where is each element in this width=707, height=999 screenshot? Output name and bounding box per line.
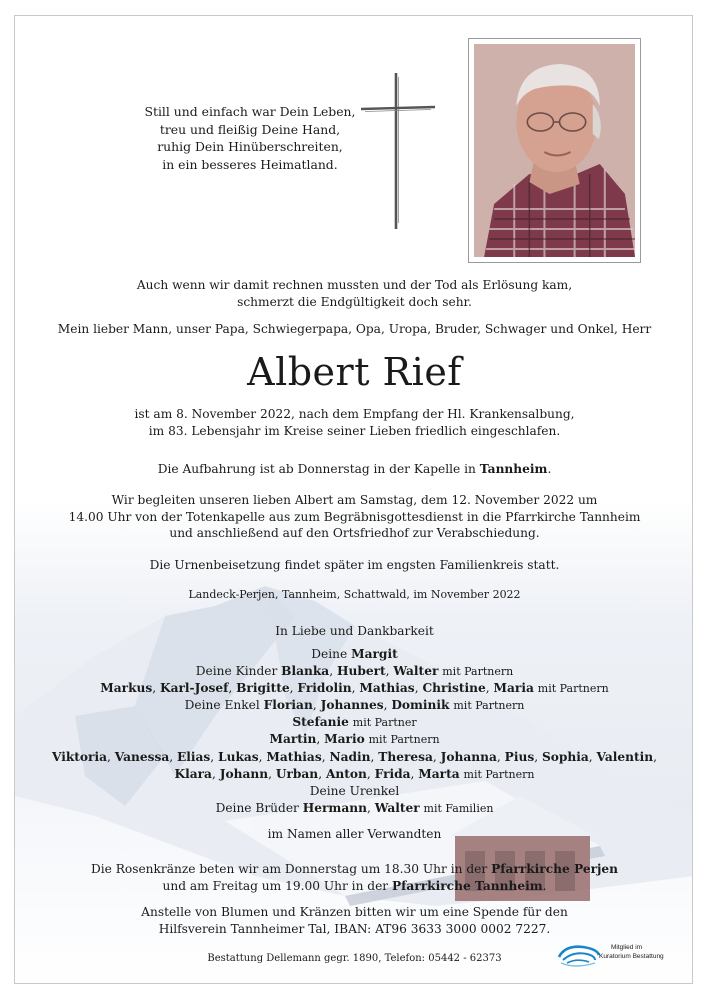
death-notice-line: im 83. Lebensjahr im Kreise seiner Lieben friedlich eingeschlafen. [148, 423, 561, 438]
funeral-notice [15, 492, 693, 542]
family-stefanie-line: Stefanie mit Partner [292, 715, 417, 730]
intro-line: Auch wenn wir damit rechnen mussten und der Tod als Erlösung kam, [136, 278, 573, 292]
family-list [15, 646, 693, 817]
family-brothers-line: Deine Brüder Hermann, Walter mit Familien [215, 800, 494, 815]
viewing-place: Tannheim [479, 462, 548, 476]
logo-line-1: Mitglied im [611, 944, 643, 951]
family-great-grandchildren-line: Deine Urenkel [309, 783, 400, 798]
verse-line: Still und einfach war Dein Leben, [144, 104, 356, 119]
kuratorium-swirl-icon [555, 941, 605, 969]
intro-text [15, 277, 693, 310]
donation-line: Hilfsverein Tannheimer Tal, IBAN: AT96 3633 3000 0002 7227. [158, 921, 551, 936]
family-children-partners-line: Markus, Karl-Josef, Brigitte, Fridolin, Mathias, Christine, Maria mit Partnern [100, 681, 609, 696]
portrait-photo [474, 44, 635, 257]
place-date: Landeck-Perjen, Tannheim, Schattwald, im November 2022 [188, 588, 521, 601]
family-wife-line: Deine Margit [311, 647, 398, 661]
viewing-notice: Die Aufbahrung ist ab Donnerstag in der Kapelle in Tannheim. [157, 462, 552, 476]
verse-line: treu und fleißig Deine Hand, [159, 121, 341, 137]
death-notice-line: ist am 8. November 2022, nach dem Empfang der Hl. Krankensalbung, [134, 407, 575, 421]
rosary-notice [15, 861, 693, 894]
rosary-line: und am Freitag um 19.00 Uhr in der Pfarrkirche Tannheim. [162, 878, 547, 893]
donation-line: Anstelle von Blumen und Kränzen bitten wir um eine Spende für den [141, 905, 568, 919]
funeral-line: Wir begleiten unseren lieben Albert am Samstag, dem 12. November 2022 um [111, 493, 598, 507]
rosary-line: Die Rosenkränze beten wir am Donnerstag um 18.30 Uhr in der Pfarrkirche Perjen [90, 862, 619, 876]
all-relatives-line: im Namen aller Verwandten [267, 827, 442, 841]
cross-icon [359, 71, 439, 231]
donation-notice [15, 904, 693, 937]
gratitude-line: In Liebe und Dankbarkeit [275, 624, 434, 638]
memorial-verse [115, 103, 385, 173]
obituary-card [14, 15, 693, 984]
logo-line-2: Kuratorium Bestattung [599, 953, 664, 960]
family-grandchildren-line-2: Viktoria, Vanessa, Elias, Lukas, Mathias, Nadin, Theresa, Johanna, Pius, Sophia, Valentin, [51, 749, 658, 764]
death-notice [15, 406, 693, 439]
funeral-line: und anschließend auf den Ortsfriedhof zur Verabschiedung. [169, 526, 540, 540]
relation-line: Mein lieber Mann, unser Papa, Schwiegerpapa, Opa, Uropa, Bruder, Schwager und Onkel, Herr [57, 322, 652, 336]
intro-line: schmerzt die Endgültigkeit doch sehr. [237, 294, 472, 309]
funeral-line: 14.00 Uhr von der Totenkapelle aus zum Begräbnisgottesdienst in die Pfarrkirche Tannheim [68, 509, 641, 524]
family-grandchildren-line-3: Klara, Johann, Urban, Anton, Frida, Marta mit Partnern [174, 766, 535, 781]
family-martin-mario-line: Martin, Mario mit Partnern [269, 732, 440, 747]
undertaker-footer: Bestattung Dellemann gegr. 1890, Telefon: 05442 - 62373 [207, 953, 502, 964]
family-grandchildren-line: Deine Enkel Florian, Johannes, Dominik mit Partnern [184, 698, 525, 713]
kuratorium-logo [555, 941, 675, 969]
deceased-name: Albert Rief [247, 350, 462, 394]
portrait-frame [468, 38, 641, 263]
family-children-line: Deine Kinder Blanka, Hubert, Walter mit Partnern [195, 664, 514, 679]
urn-notice: Die Urnenbeisetzung findet später im engsten Familienkreis statt. [149, 558, 560, 572]
verse-line: in ein besseres Heimatland. [162, 156, 338, 172]
verse-line: ruhig Dein Hinüberschreiten, [157, 139, 343, 154]
